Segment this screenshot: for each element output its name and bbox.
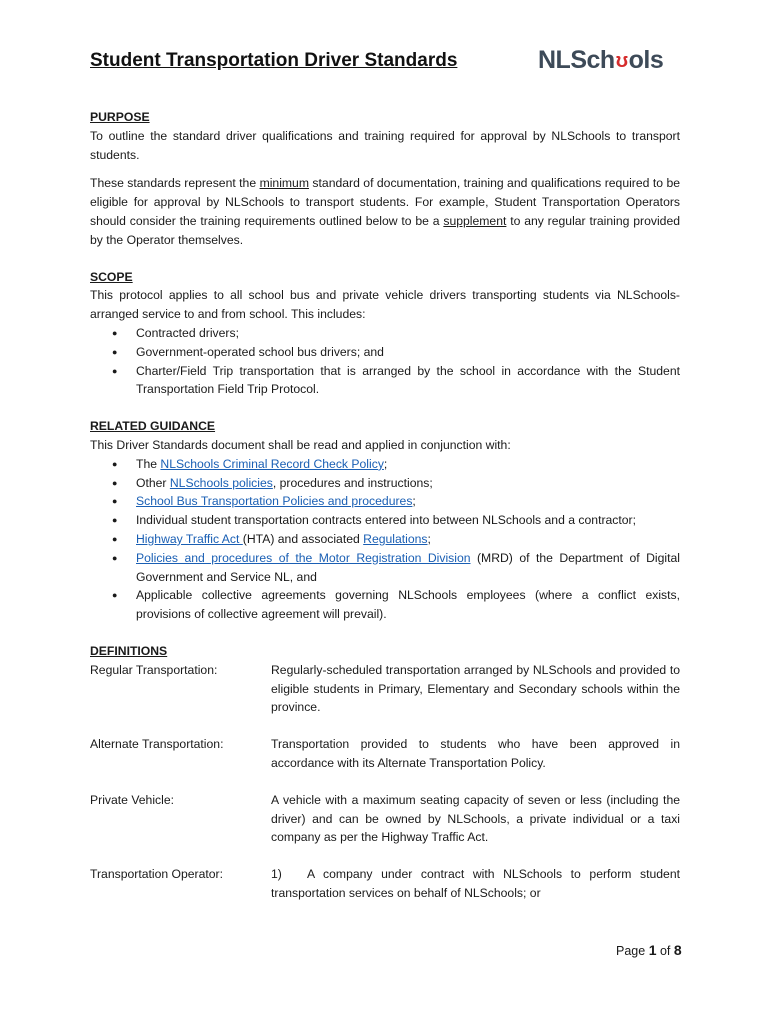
item-text: Other — [136, 475, 170, 490]
list-item: ● Applicable collective agreements governing NLSchools employees (where a conflict exists, provisions of collective agreement will prevail). — [90, 586, 680, 624]
item-text: (MRD) of the Department of Digital Government and Service NL, and — [136, 550, 680, 584]
definition-term: Regular Transportation: — [90, 662, 218, 677]
definition-term: Private Vehicle: — [90, 792, 175, 807]
page-number — [616, 942, 682, 958]
list-item: ● Charter/Field Trip transportation that is arranged by the school in accordance with the Student Transportation Field Trip Protocol. — [90, 362, 680, 400]
list-item — [90, 474, 680, 493]
definition-row — [90, 865, 680, 903]
definition-text: Regularly-scheduled transportation arranged by NLSchools and provided to eligible students in Primary, Elementary and Secondary schools within the province. — [271, 662, 680, 715]
definition-row — [90, 661, 680, 717]
item-text: , procedures and instructions; — [272, 475, 433, 490]
p2-text-b: standard of documentation, training and qualifications required to be eligible for approval by NLSchools to transport students. For example, Student Transportation Operators should consider the training requirements outlined below to be a — [90, 176, 681, 228]
p2-text-a: These standards represent the — [90, 176, 260, 191]
list-item — [90, 492, 680, 511]
purpose-paragraph-1: To outline the standard driver qualifications and training required for approval by NLSchools to transport students. — [90, 128, 680, 162]
definition-text-body: A company under contract with NLSchools to perform student transportation services on behalf of NLSchools; or — [271, 867, 680, 900]
scope-heading: SCOPE — [90, 269, 133, 284]
regulations-link[interactable]: Regulations — [363, 531, 428, 546]
item-text: The — [136, 456, 161, 471]
of-word: of — [659, 944, 671, 958]
related-guidance-list — [90, 455, 680, 624]
p2-underline-supplement: supplement — [443, 213, 507, 228]
logo-text-right: ols — [628, 46, 664, 74]
purpose-paragraph-2 — [90, 174, 680, 249]
list-item: ● Government-operated school bus drivers; and — [90, 343, 680, 362]
page-word: Page — [616, 944, 646, 958]
current-page: 1 — [648, 942, 657, 958]
logo-text-left: NLSch — [538, 46, 615, 74]
item-text: ; — [412, 494, 416, 509]
school-bus-policies-link[interactable]: School Bus Transportation Policies and procedures — [136, 494, 413, 509]
nlschools-logo — [538, 46, 663, 75]
definition-row — [90, 791, 680, 847]
definition-term: Transportation Operator: — [90, 867, 223, 882]
motor-registration-division-link[interactable]: Policies and procedures of the Motor Registration Division — [136, 550, 471, 565]
purpose-heading: PURPOSE — [90, 110, 150, 124]
document-body — [90, 108, 680, 903]
logo-apple-mark: ʊ — [615, 50, 628, 72]
highway-traffic-act-link[interactable]: Highway Traffic Act — [136, 531, 243, 546]
definition-row — [90, 735, 680, 773]
list-item: ● Individual student transportation contracts entered into between NLSchools and a contractor; — [90, 511, 680, 530]
definition-text — [271, 865, 680, 903]
related-guidance-heading: RELATED GUIDANCE — [90, 419, 216, 434]
p2-underline-minimum: minimum — [259, 176, 309, 191]
definition-text: Transportation provided to students who have been approved in accordance with its Alternate Transportation Policy. — [271, 737, 680, 770]
list-item — [90, 455, 680, 474]
definition-text: A vehicle with a maximum seating capacity of seven or less (including the driver) and can be owned by NLSchools, a private individual or a taxi company as per the Highway Traffic Act. — [271, 792, 680, 845]
page-title: Student Transportation Driver Standards — [90, 50, 458, 71]
criminal-record-check-policy-link[interactable]: NLSchools Criminal Record Check Policy — [160, 456, 384, 471]
related-guidance-intro: This Driver Standards document shall be read and applied in conjunction with: — [90, 437, 511, 452]
item-text: ; — [427, 531, 431, 546]
p2-text-c: to any regular training provided by the Operator themselves. — [90, 213, 680, 247]
definition-number: 1) — [271, 867, 282, 882]
list-item: ● Contracted drivers; — [90, 324, 680, 343]
item-text: ; — [383, 456, 388, 471]
list-item — [90, 549, 680, 587]
definitions-heading: DEFINITIONS — [90, 643, 168, 658]
total-pages: 8 — [673, 942, 682, 958]
nlschools-policies-link[interactable]: NLSchools policies — [169, 475, 273, 490]
list-item — [90, 530, 680, 549]
scope-list — [90, 324, 680, 399]
definition-term: Alternate Transportation: — [90, 737, 224, 752]
scope-intro: This protocol applies to all school bus and private vehicle drivers transporting students via NLSchools-arranged service to and from school. This includes: — [90, 288, 680, 322]
item-text: (HTA) and associated — [242, 531, 364, 546]
